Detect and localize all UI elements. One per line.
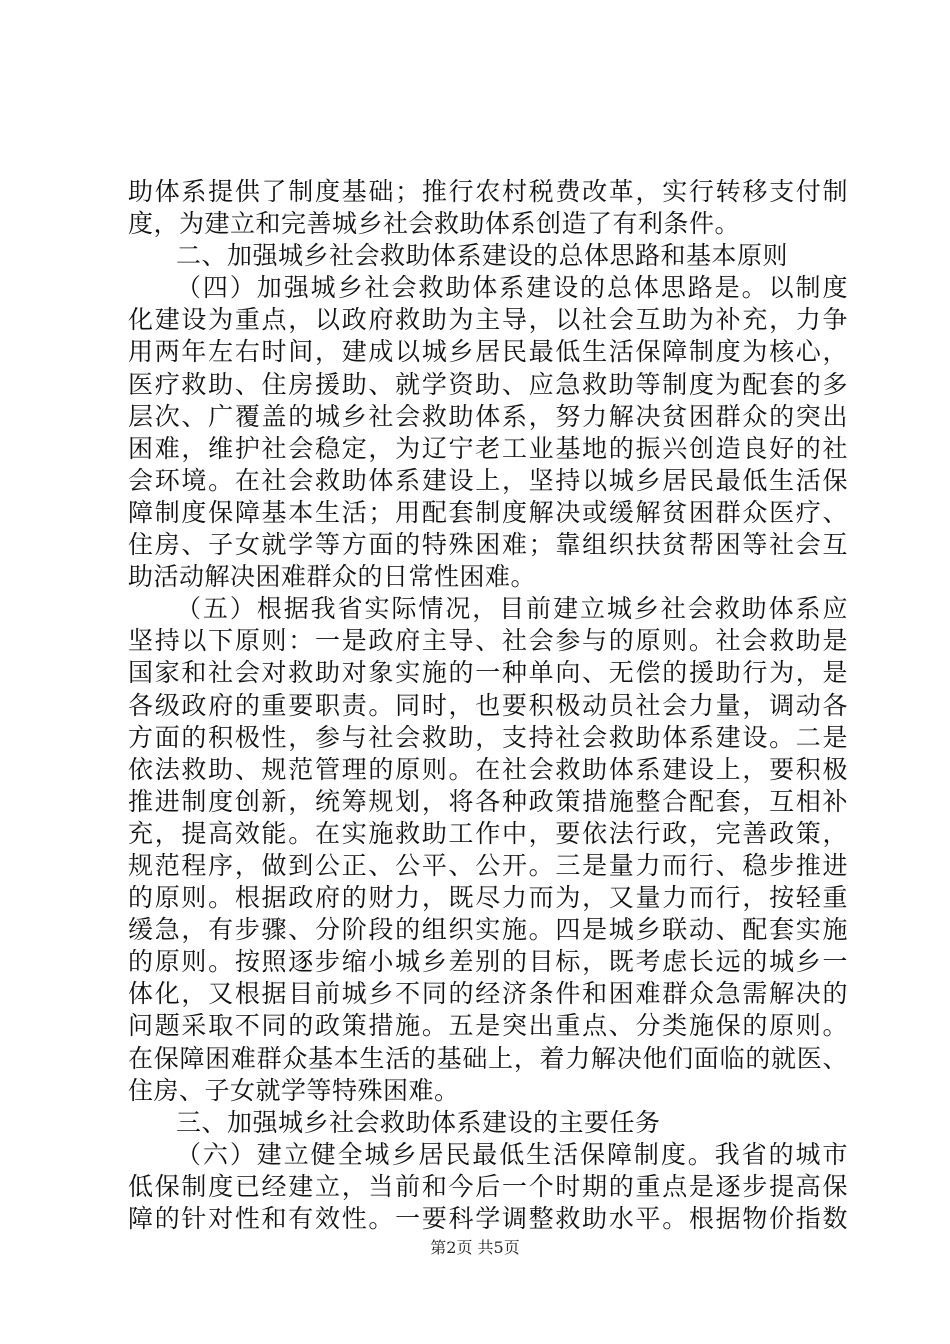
page-number-footer: 第2页 共5页: [430, 1238, 520, 1257]
text-line: 的原则。按照逐步缩小城乡差别的目标，既考虑长远的城乡一: [128, 947, 848, 977]
text-line: 会环境。在社会救助体系建设上，坚持以城乡居民最低生活保: [128, 465, 848, 495]
text-line: 问题采取不同的政策措施。五是突出重点、分类施保的原则。: [128, 1011, 848, 1041]
text-line: 坚持以下原则：一是政府主导、社会参与的原则。社会救助是: [128, 626, 848, 656]
section-heading: 二、加强城乡社会救助体系建设的总体思路和基本原则: [176, 241, 789, 271]
text-line: 国家和社会对救助对象实施的一种单向、无偿的援助行为，是: [128, 658, 848, 688]
text-line: 障的针对性和有效性。一要科学调整救助水平。根据物价指数: [128, 1204, 848, 1233]
text-line: 充，提高效能。在实施救助工作中，要依法行政，完善政策，: [128, 818, 848, 848]
text-line: 用两年左右时间，建成以城乡居民最低生活保障制度为核心，: [128, 337, 848, 367]
text-line: 障制度保障基本生活；用配套制度解决或缓解贫困群众医疗、: [128, 497, 848, 527]
section-heading: 三、加强城乡社会救助体系建设的主要任务: [176, 1107, 661, 1137]
text-line: 住房、子女就学等特殊困难。: [128, 1075, 460, 1105]
text-line: 的原则。根据政府的财力，既尽力而为，又量力而行，按轻重: [128, 883, 848, 913]
text-line: 体化，又根据目前城乡不同的经济条件和困难群众急需解决的: [128, 979, 848, 1009]
text-line: 规范程序，做到公正、公平、公开。三是量力而行、稳步推进: [128, 850, 848, 880]
text-line: 助活动解决困难群众的日常性困难。: [128, 562, 537, 592]
text-line: 困难，维护社会稳定，为辽宁老工业基地的振兴创造良好的社: [128, 433, 848, 463]
paragraph-first-line: （六）建立健全城乡居民最低生活保障制度。我省的城市: [176, 1139, 848, 1169]
text-line: 层次、广覆盖的城乡社会救助体系，努力解决贫困群众的突出: [128, 401, 848, 431]
body-text: [128, 176, 848, 1235]
paragraph-first-line: （四）加强城乡社会救助体系建设的总体思路是。以制度: [176, 273, 848, 303]
text-line: 度，为建立和完善城乡社会救助体系创造了有利条件。: [128, 209, 741, 239]
text-line: 低保制度已经建立，当前和今后一个时期的重点是逐步提高保: [128, 1171, 848, 1201]
text-line: 推进制度创新，统筹规划，将各种政策措施整合配套，互相补: [128, 786, 848, 816]
text-line: 各级政府的重要职责。同时，也要积极动员社会力量，调动各: [128, 690, 848, 720]
text-line: 助体系提供了制度基础；推行农村税费改革，实行转移支付制: [128, 177, 848, 206]
paragraph-first-line: （五）根据我省实际情况，目前建立城乡社会救助体系应: [176, 594, 848, 624]
text-line: 化建设为重点，以政府救助为主导，以社会互助为补充，力争: [128, 305, 848, 335]
text-line: 方面的积极性，参与社会救助，支持社会救助体系建设。二是: [128, 722, 848, 752]
text-line: 住房、子女就学等方面的特殊困难；靠组织扶贫帮困等社会互: [128, 530, 848, 560]
text-line: 在保障困难群众基本生活的基础上，着力解决他们面临的就医、: [128, 1043, 848, 1073]
text-line: 依法救助、规范管理的原则。在社会救助体系建设上，要积极: [128, 754, 848, 784]
text-line: 医疗救助、住房援助、就学资助、应急救助等制度为配套的多: [128, 369, 848, 399]
text-line: 缓急，有步骤、分阶段的组织实施。四是城乡联动、配套实施: [128, 915, 848, 945]
